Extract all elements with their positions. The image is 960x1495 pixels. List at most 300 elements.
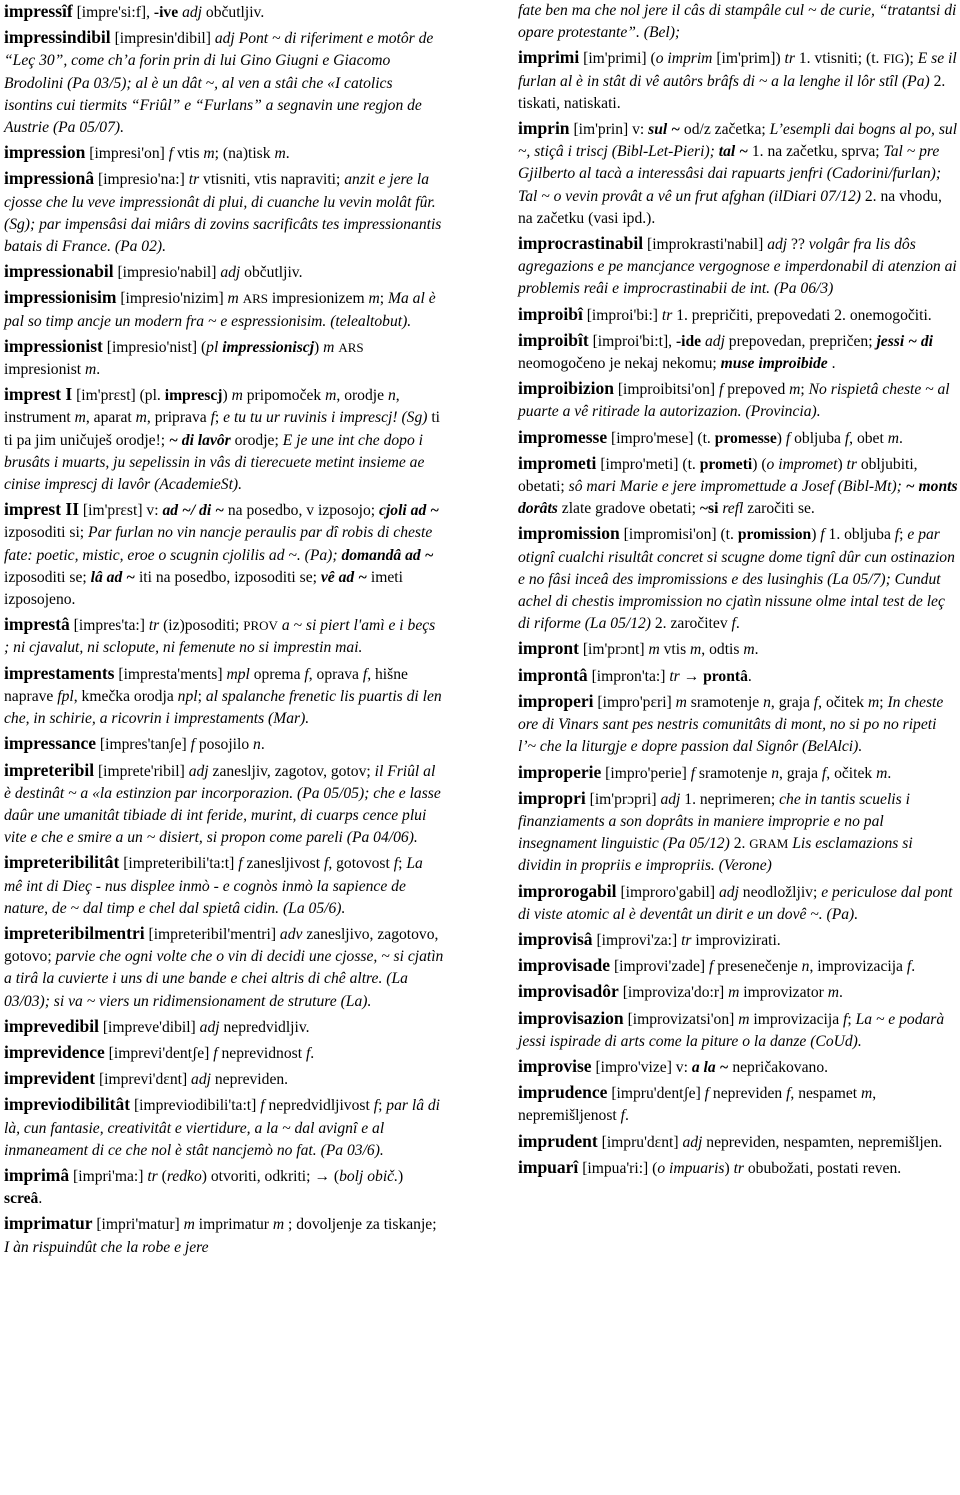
entry-headword: imprestaments (4, 662, 115, 683)
entry-text: f (843, 1010, 848, 1028)
dictionary-entry (518, 787, 958, 878)
entry-headword: impreviodibilitât (4, 1094, 131, 1115)
entry-headword: imprestâ (4, 614, 70, 635)
dictionary-entry (518, 761, 958, 785)
entry-text: [im'prɔpri] (585, 790, 661, 808)
entry-text: parvie che ogni volte che o vin di decidi une cjosse, ~ si cjatìn a tirâ la cuvierte i uns di une bande e chei altris di chê altre. (La 03/03); si va ~ viers un ridimensionament de struture (La). (4, 948, 444, 1010)
dictionary-entry (4, 613, 444, 659)
entry-text: , odtis (701, 641, 744, 659)
entry-text: 1. vtisniti; (t. (794, 50, 884, 68)
dictionary-entry (4, 1212, 444, 1258)
entry-headword: impressionist (4, 335, 103, 356)
entry-headword: imprudence (518, 1082, 608, 1103)
entry-headword: improperi (518, 690, 594, 711)
dictionary-entry (4, 1015, 444, 1039)
entry-text: [improvizatsi'on] (623, 1010, 739, 1028)
entry-text: (iz)posoditi; (159, 617, 244, 635)
dictionary-entry (518, 522, 958, 635)
entry-text: . (624, 1107, 629, 1125)
entry-text: [impro'mese] (t. (607, 429, 715, 447)
entry-text: adj (188, 762, 209, 780)
entry-text: . (911, 958, 916, 976)
entry-text: [impri'matur] (92, 1216, 184, 1234)
dictionary-entry (518, 46, 958, 115)
entry-text: obljuba (790, 429, 845, 447)
entry-text: [impresta'ments] (114, 665, 227, 683)
entry-text: , gotovost (328, 855, 394, 873)
entry-text: adj (767, 236, 788, 254)
entry-text: par lâ di là, cun fantasie, creativitât e viertidure, a la ~ dal avignî e al inmaneament di ce che nol è stât nancjemò no fat. (Pa 03/6). (4, 1097, 441, 1159)
entry-text: [imprevi'dentʃe] (104, 1044, 214, 1062)
entry-text: f (906, 958, 912, 976)
dictionary-entry (4, 383, 444, 496)
entry-text: adj (660, 790, 681, 808)
dictionary-entry (518, 1130, 958, 1154)
entry-text: neprevidnost (217, 1044, 306, 1062)
entry-text: Pont ~ di riferiment e motôr de “Leç 30”, come ch’a forin prin di lui Gino Giugni e Giacomo Brodolini (Pa 03/5); al è un dât ~, al ven a stâi che «I catolics isontins cui tiermits “Friûl” e “Furlans” a segnavin une regjon de Austrie (Pa 05/07). (4, 30, 434, 137)
entry-text: [impri'ma:] (69, 1167, 148, 1185)
entry-text: ~si (699, 500, 719, 518)
entry-headword: improcrastinabil (518, 233, 644, 254)
dictionary-entry (518, 303, 958, 327)
dictionary-entry (4, 0, 444, 24)
dictionary-entry (518, 452, 958, 521)
entry-text: f (213, 1044, 218, 1062)
entry-text: m (227, 290, 239, 308)
dictionary-entry (518, 377, 958, 423)
entry-text: zanesljiv, zagotov, gotov; (208, 762, 375, 780)
entry-text: domandâ ad ~ (341, 546, 434, 564)
entry-text: adj (220, 264, 241, 282)
entry-text: vê ad ~ (320, 568, 367, 586)
entry-text: vtis (173, 145, 204, 163)
entry-text: f (785, 429, 791, 447)
entry-text: ; (379, 290, 388, 308)
dictionary-entry (4, 732, 444, 756)
entry-text: orodje; (230, 431, 283, 449)
entry-text: [im'primi] ( (579, 50, 656, 68)
entry-text: tr (661, 306, 673, 324)
entry-text: ti ti pa jim uničuješ orodje!; (4, 409, 441, 449)
entry-text: [impua'ri:] ( (578, 1159, 658, 1177)
entry-headword: impreteribilitât (4, 852, 120, 873)
entry-text: [improibitsi'on] (613, 381, 719, 399)
entry-text: ) (724, 1159, 734, 1177)
entry-text: No rispietâ cheste ~ al puarte a vê ritirade la autorizazion. (Provincia). (518, 381, 950, 421)
entry-text: [impromisi'on] (t. (619, 526, 738, 544)
entry-text: . (285, 145, 290, 163)
entry-text: f (820, 526, 825, 544)
entry-text: 2. na vhodu, na začetku (vasi ipd.). (518, 187, 942, 227)
entry-text: pl (206, 338, 219, 356)
entry-text: f (362, 665, 368, 683)
entry-text: , nespamet (790, 1085, 862, 1103)
entry-text: ; (879, 693, 888, 711)
entry-text: [impreteribili'ta:t] (119, 855, 239, 873)
entry-text: prepovedan, prepričen; (724, 332, 877, 350)
dictionary-entry (518, 954, 958, 978)
entry-text: 2. tiskati, natiskati. (518, 72, 946, 112)
dictionary-entry (4, 922, 444, 1013)
entry-text: neomogočeno je nekaj nekomu; (518, 355, 721, 373)
entry-text: 2. zaročitev (650, 615, 732, 633)
entry-text: [improvi'za:] (592, 931, 682, 949)
entry-text: obubožati, postati reven. (743, 1159, 902, 1177)
entry-text: . (310, 1044, 315, 1062)
dictionary-entry (4, 26, 444, 139)
entry-text: . (96, 361, 101, 379)
entry-headword: imprimatur (4, 1213, 93, 1234)
entry-text: zlate gradove obetati; (557, 500, 700, 518)
entry-text: adj (191, 1071, 211, 1089)
entry-text: ; (398, 855, 407, 873)
entry-text: m (203, 145, 215, 163)
entry-text: ; (na)tisk (214, 145, 275, 163)
entry-text: ); (904, 50, 918, 68)
entry-text: ) (397, 1167, 404, 1185)
entry-text: I àn rispuindût che la robe e jere (4, 1238, 209, 1256)
entry-text: . (260, 736, 265, 754)
entry-headword: imprin (518, 118, 570, 139)
entry-text: → (679, 667, 704, 685)
entry-text: ~ monts dorâts (518, 478, 958, 518)
entry-headword: improvisade (518, 955, 611, 976)
entry-text: 2. (729, 835, 750, 853)
entry-text: a ~ si piert l'amì e i beçs ; ni cjavalut, ni sclopute, ni femenute no si imprestin mai. (4, 617, 436, 657)
entry-text: tal ~ (718, 143, 748, 161)
entry-headword: impropri (518, 787, 586, 808)
entry-headword: impressance (4, 733, 97, 754)
entry-text: ad ~/ di ~ (162, 502, 224, 520)
entry-text: f (708, 958, 714, 976)
entry-text: ; (800, 381, 809, 399)
dictionary-entry (4, 286, 444, 332)
entry-text: Ma al è pal so timp ancje un modern fra ~ e espressionisim. (telealtobut). (4, 290, 436, 330)
dictionary-entry (518, 690, 958, 759)
entry-headword: imprevidence (4, 1041, 105, 1062)
entry-text: nepreviden (709, 1085, 787, 1103)
entry-text: jessi ~ di (876, 332, 933, 350)
entry-text: ARS (242, 291, 269, 307)
entry-headword: improvise (518, 1055, 592, 1076)
entry-text: f (894, 526, 900, 544)
entry-text: [impreve'dibil] (98, 1018, 200, 1036)
entry-text: tr (148, 617, 160, 635)
dictionary-entry (4, 141, 444, 165)
entry-text: adj (682, 1133, 703, 1151)
entry-text: nepredvidljivost (264, 1097, 374, 1115)
entry-text: tr (784, 50, 795, 68)
entry-headword: impressionâ (4, 168, 95, 189)
entry-text: 1. neprimeren; (680, 790, 780, 808)
entry-text: fpl (57, 687, 74, 705)
entry-text: f (304, 665, 309, 683)
entry-text: [impreviodibili'ta:t] (130, 1097, 261, 1115)
entry-text: m (827, 984, 840, 1002)
entry-text: obljubiti, obetati; (518, 455, 918, 496)
entry-text: izposoditi si; (4, 524, 89, 542)
entry-text: FIG (883, 51, 905, 67)
dictionary-entry (518, 232, 958, 301)
entry-text: iti na posedbo, izposoditi se; (135, 568, 321, 586)
entry-text: [im'prɔnt] (578, 641, 649, 659)
entry-text: m (85, 361, 97, 379)
entry-text: , očitek (818, 693, 868, 711)
entry-text: [impresin'dibil] (110, 30, 215, 48)
entry-text: , oprava (308, 665, 363, 683)
entry-headword: imprudent (518, 1130, 598, 1151)
entry-text: m (887, 429, 899, 447)
entry-text: oprema (249, 665, 305, 683)
entry-text: ) (314, 338, 324, 356)
entry-text: vtisniti, vtis napraviti; (199, 171, 345, 189)
entry-text: . (887, 764, 892, 782)
entry-headword: improibît (518, 329, 589, 350)
entry-text: tr (669, 667, 680, 685)
entry-headword: impressîf (4, 1, 73, 21)
entry-text: refl (722, 500, 744, 518)
entry-text: [imprete'ribil] (94, 762, 189, 780)
entry-text: m (648, 641, 660, 659)
entry-text: f (620, 1107, 625, 1125)
entry-headword: impreteribil (4, 759, 95, 780)
entry-text: [im'prɛst] v: (79, 502, 163, 520)
entry-text: redko (166, 1167, 202, 1185)
entry-text: f (238, 855, 243, 873)
entry-text: [improviza'do:r] (618, 984, 729, 1002)
entry-text: f (190, 736, 195, 754)
entry-text: f (210, 409, 215, 427)
entry-text: ; (899, 526, 908, 544)
entry-text: -ide (675, 332, 702, 350)
entry-text: , aparat (85, 409, 136, 427)
entry-text: -ive (153, 4, 179, 21)
entry-text: f (813, 693, 819, 711)
entry-text: . (827, 355, 836, 373)
entry-text: m (74, 409, 86, 427)
entry-text: n (801, 958, 810, 976)
entry-text: ( (157, 1167, 167, 1185)
dictionary-entry (4, 662, 444, 731)
entry-text: f (690, 764, 696, 782)
entry-text: ) (222, 387, 232, 405)
entry-headword: imprevident (4, 1068, 96, 1089)
entry-text: m (690, 641, 702, 659)
entry-text: m (867, 693, 880, 711)
entry-text: [impro'meti] (t. (596, 455, 700, 473)
entry-text: [impresio'na:] (94, 171, 189, 189)
dictionary-entry (518, 880, 958, 926)
entry-text: [imprevi'dɛnt] (95, 1071, 192, 1089)
entry-text: m (325, 387, 337, 405)
entry-headword: imprevedibil (4, 1015, 99, 1036)
entry-text: , graja (779, 764, 822, 782)
entry-text: lâ ad ~ (90, 568, 136, 586)
entry-text: cjoli ad ~ (379, 502, 440, 520)
entry-text: m (743, 641, 755, 659)
entry-headword: imprest II (4, 499, 80, 520)
entry-text: [improro'gabil] (616, 883, 719, 901)
entry-text: , obet (849, 429, 888, 447)
dictionary-entry (518, 426, 958, 450)
entry-text: [impresio'nizim] (116, 290, 228, 308)
entry-text: m (728, 984, 740, 1002)
entry-text: ) (811, 526, 821, 544)
entry-text: a la ~ (691, 1058, 729, 1076)
entry-text: prepoved (723, 381, 790, 399)
entry-text: [impres'ta:] (69, 617, 149, 635)
entry-headword: impression (4, 142, 86, 163)
entry-text: tr (733, 1159, 744, 1177)
entry-text: screâ (4, 1190, 39, 1208)
entry-text: E je une int che dopo i brusâts i muarts, ju sepelissin in vâs di tierecuete metint insieme ae cinise imprescj di lavôr (AcademieSt). (4, 431, 425, 494)
entry-text: f (373, 1097, 379, 1115)
entry-headword: impront (518, 638, 579, 659)
entry-text: tr (147, 1167, 158, 1185)
entry-text: La ~ e podarà jessi ispirade di arts come la piture o la danze (CoUd). (518, 1010, 945, 1050)
entry-text: o impuaris (657, 1159, 725, 1177)
right-column (518, 0, 958, 1182)
entry-text: [improkrasti'nabil] (643, 236, 768, 254)
entry-text: [impron'ta:] (587, 667, 670, 685)
entry-text: fate ben ma che nol jere il câs di stampâle cul ~ de curie, “tratantsi di opare protestante”. (Bel); (518, 2, 957, 42)
entry-text: 1. obljuba (824, 526, 895, 544)
entry-text: [im'prim]) (712, 50, 785, 68)
entry-text: E se il furlan al è in stât di vê autôrs brâfs di ~ a la lenghe il lôr stîl (Pa) (518, 50, 957, 90)
entry-text: che in tantis scuelis i finanziaments a son doprâts in maniere improprie e no pal insegnament linguistic (Pa 05/12) (518, 790, 910, 853)
entry-text: f (168, 145, 174, 163)
dictionary-entry (4, 167, 444, 258)
entry-text: il Friûl al è destinât ~ a «la estinzion par incorporazion. (Pa 05/05); che e lasse daûr une umanitât tibiade di int feride, murint, di cuarps cence plui vite e che e smire a un ~ disiert, si propon come pareli (Pa 04/06). (4, 762, 441, 847)
entry-text: e tu tu ur ruvinis i imprescj! (Sg) (223, 409, 428, 427)
entry-text: imprimatur (194, 1216, 273, 1234)
entry-text: . (38, 1190, 43, 1208)
entry-text: adj (199, 1018, 220, 1036)
dictionary-entry (4, 1067, 444, 1091)
entry-headword: improvisâ (518, 928, 593, 949)
entry-text: f (718, 381, 724, 399)
entry-text: [impre'si:f], (72, 4, 154, 21)
entry-text: . (735, 615, 740, 633)
entry-text: , improvizacija (809, 958, 907, 976)
entry-text: m (368, 290, 380, 308)
entry-text: tr (846, 455, 857, 473)
entry-text: m (789, 381, 801, 399)
entry-text: [impresio'nabil] (113, 264, 221, 282)
entry-text: sramotenje (695, 764, 772, 782)
entry-text: improvizirati. (691, 931, 781, 949)
entry-text: sô mari Marie e jere impromettude a Josef (Bibl-Mt); (568, 478, 902, 496)
entry-text: ; (847, 1010, 856, 1028)
entry-headword: impreteribilmentri (4, 922, 145, 943)
entry-text: al spalanche frenetic lis puartis di len che, in schirie, a ricovrin i imprestaments (Mar). (4, 687, 442, 728)
entry-text: [impres'tanʃe] (96, 736, 191, 754)
entry-headword: impuarî (518, 1156, 579, 1177)
entry-text: nepredvidljiv. (219, 1018, 310, 1036)
entry-text: ; dovoljenje za tiskanje; (284, 1216, 437, 1234)
entry-text: 1. prepričiti, prepovedati 2. onemogočiti. (672, 306, 932, 324)
dictionary-entry (4, 260, 444, 284)
dictionary-entry (518, 0, 958, 44)
entry-text: impresionist (4, 361, 85, 379)
entry-text: adj (704, 332, 725, 350)
dictionary-entry (4, 1093, 444, 1162)
entry-text: m (876, 764, 888, 782)
entry-text: , instrument (4, 387, 400, 427)
entry-text: imprescj (164, 387, 223, 405)
entry-text: . (747, 667, 752, 685)
entry-headword: impressindibil (4, 27, 111, 48)
dictionary-entry (518, 664, 958, 688)
entry-text: zanesljivo, zagotovo, gotovo; (4, 925, 439, 966)
entry-text: PROV (243, 618, 278, 634)
entry-text: [improvi'zade] (610, 958, 709, 976)
entry-headword: improvisadôr (518, 981, 619, 1002)
entry-text: o imprim (655, 50, 713, 68)
dictionary-entry (4, 498, 444, 611)
entry-text: zaročiti se. (743, 500, 815, 518)
entry-text: promission (737, 526, 812, 544)
entry-text: [im'prin] v: (569, 121, 649, 139)
entry-headword: impressionisim (4, 287, 117, 308)
entry-text: bolj obič. (339, 1167, 398, 1185)
entry-headword: impressionabil (4, 261, 114, 282)
entry-text: od/z začetka; (680, 121, 770, 139)
entry-text: imeti izposojeno. (4, 568, 403, 609)
entry-text: , nepremišljenost (518, 1085, 877, 1125)
entry-text: L’esempli dai bogns al po, sul ~, stiçâ i triscj (Bibl-Let-Pieri); (518, 121, 958, 161)
dictionary-entry (4, 1164, 444, 1210)
entry-text: nepreviden. (210, 1071, 289, 1089)
entry-text: pripomoček (242, 387, 326, 405)
entry-text: ; (378, 1097, 387, 1115)
entry-text: adj (182, 4, 202, 21)
dictionary-entry (518, 928, 958, 952)
entry-text: mpl (226, 665, 250, 683)
entry-text: f (260, 1097, 265, 1115)
entry-text: [impro'vize] v: (591, 1058, 692, 1076)
entry-text: [impro'perie] (601, 764, 691, 782)
entry-text: f (731, 615, 736, 633)
entry-text: Par furlan no vin nancje peraulis par dî robis di cheste fate: poetic, mistic, eroe o scugnin cjolilis ad ~. (Pa); (4, 524, 433, 564)
entry-text: impresionizem (268, 290, 369, 308)
entry-text: e par otignî cualchi risultât concret si scugne dome tignî dûr cun ostinazion e no fâsi inceâ des impromissions e des lusinghis (La 05/7); Cundut achel di chestis impromission no cjatìn nissune olme intal test de leç di riforme (La 05/12) (518, 526, 955, 633)
entry-headword: improntâ (518, 664, 588, 685)
entry-text: , kmečka orodja (73, 687, 178, 705)
entry-text: , orodje (336, 387, 388, 405)
entry-text: , priprava (146, 409, 211, 427)
entry-headword: improvisazion (518, 1007, 624, 1028)
dictionary-entry (518, 1055, 958, 1079)
entry-text: [improi'bi:t], (588, 332, 676, 350)
entry-text: ) (776, 429, 786, 447)
entry-text: ARS (338, 339, 364, 355)
dictionary-entry (518, 1081, 958, 1127)
entry-text: f (844, 429, 850, 447)
entry-text: [impreteribil'mentri] (144, 925, 280, 943)
dictionary-entry (518, 1007, 958, 1053)
entry-text: ) (837, 455, 847, 473)
entry-text: [impresio'nist] ( (102, 338, 207, 356)
entry-text: ) otvoriti, odkriti; → ( (201, 1167, 340, 1185)
entry-text: ; (197, 687, 206, 705)
dictionary-entry (518, 1156, 958, 1180)
entry-text: volgâr fra lis dôs agregazions e pe mancjance vergognose e imperdonabil di atenzion ai problemis reâi e improcrastinabii de int. (Pa 06/3) (518, 236, 957, 298)
entry-text: n (387, 387, 396, 405)
entry-headword: improrogabil (518, 880, 617, 901)
dictionary-entry (4, 759, 444, 850)
entry-text: posojilo (194, 736, 254, 754)
